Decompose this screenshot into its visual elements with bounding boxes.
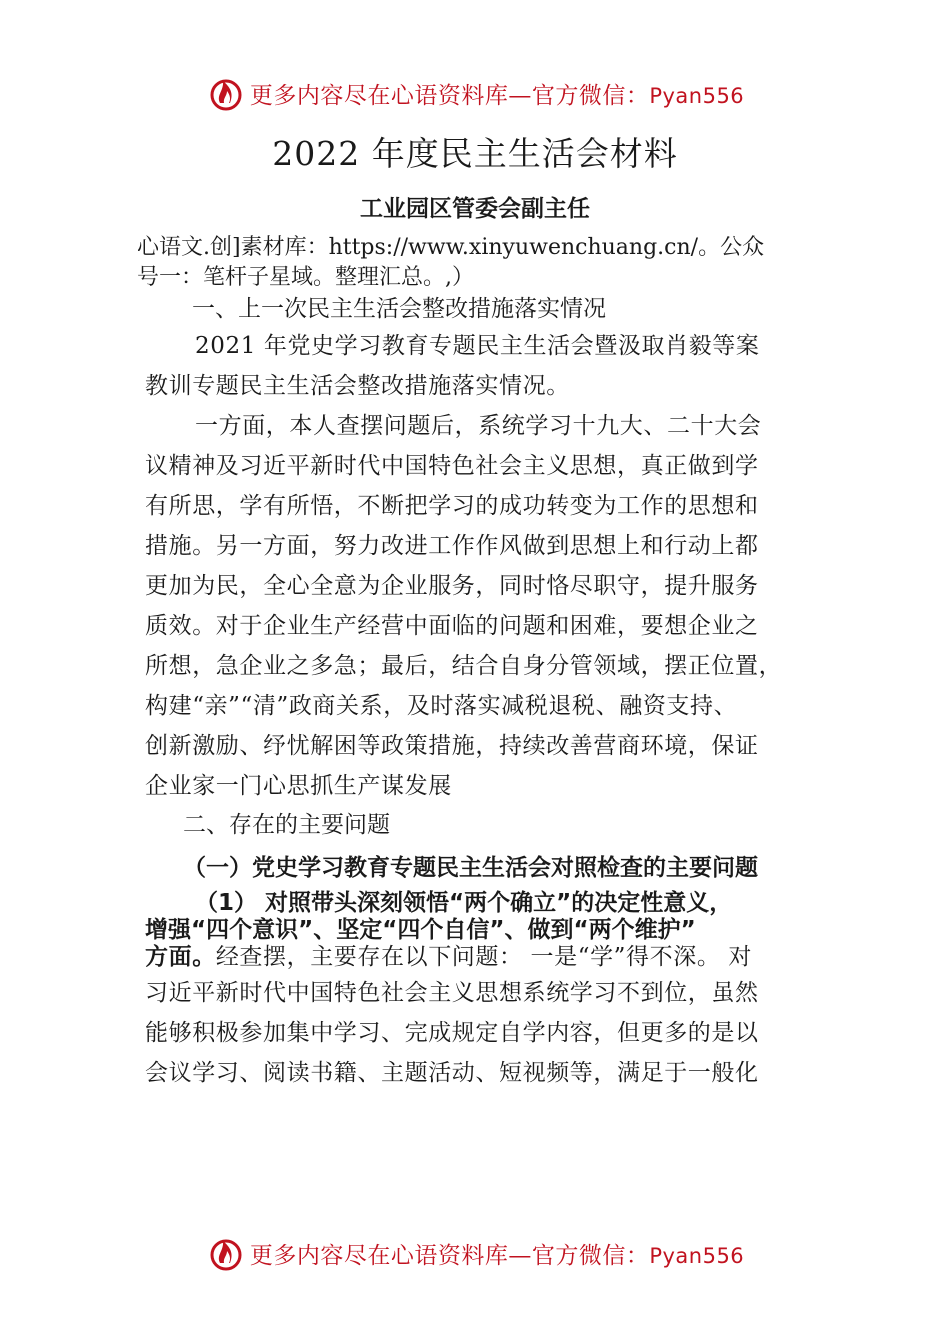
paragraph-line: 会议学习、阅读书籍、主题活动、短视频等，满足于一般化 [145, 1060, 759, 1086]
watermark-text: 更多内容尽在心语资料库—官方微信：Pyan556 [249, 82, 745, 109]
section-heading-2: 二、存在的主要问题 [183, 812, 390, 838]
source-line: 心语文.创]素材库：https://www.xinyuwenchuang.cn/。公众 [137, 235, 765, 260]
paragraph-line: 企业家一门心思抓生产谋发展 [145, 773, 452, 799]
paragraph-line: 构建“亲”“清”政商关系，及时落实减税退税、融资支持、 [145, 693, 738, 719]
paragraph-line: 质效。对于企业生产经营中面临的问题和困难，要想企业之 [145, 613, 759, 639]
fire-logo-icon [206, 1233, 246, 1273]
item-heading-line [145, 938, 752, 971]
item-heading-line: （1） 对照带头深刻领悟“两个确立”的决定性意义， [195, 890, 733, 916]
paragraph-line: 习近平新时代中国特色社会主义思想系统学习不到位，虽然 [145, 980, 759, 1006]
item-heading-line: 增强“四个意识”、坚定“四个自信”、做到“两个维护” [145, 917, 696, 943]
paragraph-line: 一方面，本人查摆问题后，系统学习十九大、二十大会 [195, 413, 762, 439]
paragraph-line: 所想，急企业之多急；最后，结合自身分管领域，摆正位置， [145, 653, 783, 679]
item-heading-rest: 经查摆，主要存在以下问题： 一是“学”得不深。 对 [215, 944, 752, 970]
section-heading-1: 一、上一次民主生活会整改措施落实情况 [192, 296, 606, 322]
paragraph-line: 更加为民，全心全意为企业服务，同时恪尽职守，提升服务 [145, 573, 759, 599]
paragraph-line: 有所思，学有所悟，不断把学习的成功转变为工作的思想和 [145, 493, 759, 519]
item-heading-bold: 方面。 [145, 944, 216, 970]
paragraph-line: 议精神及习近平新时代中国特色社会主义思想，真正做到学 [145, 453, 759, 479]
paragraph-line: 2021 年党史学习教育专题民主生活会暨汲取肖毅等案 [195, 333, 760, 359]
document-subtitle: 工业园区管委会副主任 [360, 196, 590, 222]
paragraph-line: 创新激励、纾忧解困等政策措施，持续改善营商环境，保证 [145, 733, 759, 759]
watermark-banner-bottom [0, 1230, 950, 1276]
watermark-text: 更多内容尽在心语资料库—官方微信：Pyan556 [249, 1242, 745, 1269]
paragraph-line: 教训专题民主生活会整改措施落实情况。 [145, 373, 570, 399]
fire-logo-icon [206, 73, 246, 113]
document-title: 2022 年度民主生活会材料 [272, 134, 678, 173]
watermark-banner-top [0, 70, 950, 116]
paragraph-line: 措施。另一方面，努力改进工作作风做到思想上和行动上都 [145, 533, 759, 559]
subsection-heading: （一）党史学习教育专题民主生活会对照检查的主要问题 [183, 855, 758, 881]
paragraph-line: 能够积极参加集中学习、完成规定自学内容，但更多的是以 [145, 1020, 759, 1046]
source-line: 号一：笔杆子星域。整理汇总。,） [137, 265, 474, 290]
